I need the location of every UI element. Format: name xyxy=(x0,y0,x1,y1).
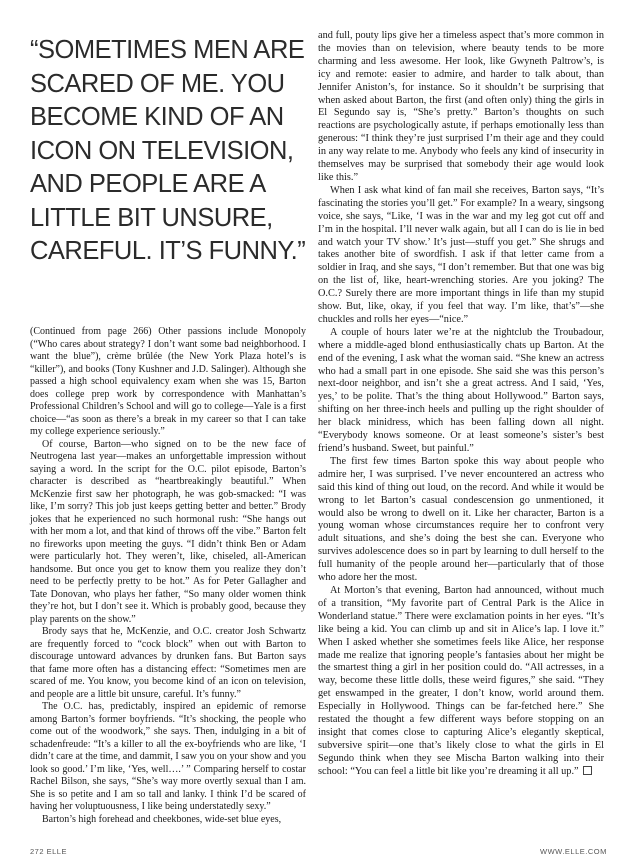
paragraph-text: At Morton’s that evening, Barton had announced, without much of a transition, “My favorite part of Central Park is the Alice in Wonderland statue.” There were exclamation points in her eyes. “It’s like being a kid. You can climb up and sit in Alice’s lap. I love it.” When I asked whether she sometimes feels like Alice, her response made me realize that ignoring people’s fantasies about her might be the smartest thing a girl in her position could do. “All actresses, in a way, become these little dolls, these weird figures,” she said. “They get enswamped in the greater, I don’t know, world around them. Especially in Hollywood. Things can be far-fetched here.” She restated the thought a few different ways before stopping on an insight that comes close to capturing Alice’s elegantly skeptical, subversive spirit—one that’s likely close to what the girls in El Segundo think when they see Mischa Barton walking into their school: “You can feel a little bit like you’re dreaming it all up.” xyxy=(318,584,604,777)
website-url: WWW.ELLE.COM xyxy=(540,847,607,856)
paragraph: A couple of hours later we’re at the nightclub the Troubadour, where a middle-aged blond enthusiastically chats up Barton. At the end of the evening, I ask what the woman said. “She knew an actress who had a small part in one episode. She said she was this person’s next-door neighbor, and isn’t she a great actress. And I said, ‘Yes, yes,’ to be polite. That’s the thing about Hollywood.” Barton says, shifting on her three-inch heels and pulling up the right shoulder of her black minidress, which has been falling down all night. “Everybody knows someone. Or at least someone’s sister’s best friend’s husband. Sweet, but painful.” xyxy=(318,326,604,454)
paragraph: The first few times Barton spoke this way about people who admire her, I was surprised. I’ve never encountered an actress who said this kind of thing out loud, on the record. And while it would be wrong to let Barton’s casual condescension go unmentioned, it would also be wrong to dwell on it. Like her character, Barton is a young woman whose circumstances require her to confront very adult situations, and she’s doing the best she can. Everyone who survives adolescence does so in part by learning to dull herself to the full humanity of the people around her—particularly that of those who adore her the most. xyxy=(318,455,604,584)
end-mark-icon xyxy=(583,766,592,775)
left-column xyxy=(30,30,306,826)
last-paragraph xyxy=(318,585,604,779)
paragraph: Of course, Barton—who signed on to be the new face of Neutrogena last year—makes an unforgettable impression without saying a word. In the script for the O.C. pilot episode, Barton’s character is described as “heartbreakingly beautiful.” When McKenzie first saw her photograph, he was gob-smacked: “I was like, I’m sorry? This job just keeps getting better and better.” Brody jokes that he experienced no such hormonal rush: “She hangs out with her mom a lot, and that kind of throws off the vibe.” Barton felt no fireworks upon meeting the guys. “I didn’t think Ben or Adam were particularly hot. They weren’t, like, chiseled, all-American handsome. But once you get to know them you realize they don’t need to be perfectly pretty to be hot.” As for Peter Gallagher and Tate Donovan, who plays her father, “So many older women think they’re hot, but I don’t see it. Which is probably good, because they play parents on the show.” xyxy=(30,438,306,625)
paragraph: (Continued from page 266) Other passions include Monopoly (“Who cares about strategy? I don’t want some bad neighborhood. I want the blue”), crème brûlée (the New York Plaza hotel’s is “killer”), and books (Tony Kushner and J.D. Salinger). Although she passed a high school equivalency exam when she was 15, Barton does college prep work by correspondence with Manhattan’s Professional Children’s School and will go to college—Yale is a first choice—“as soon as there’s a break in my career so that I can take my college experience seriously.” xyxy=(30,326,306,437)
paragraph: When I ask what kind of fan mail she receives, Barton says, “It’s fascinating the stories you’ll get.” For example? In a weary, singsong voice, she says, “Like, ‘I was in the war and my leg got cut off and I’m in the hospital. I’ll never walk again, but all I can do is lie in bed and watch your TV show.’ It’s just—stuff you get.” She shrugs and takes another bite of swordfish. I ask if that letter came from a soldier in Iraq, and she says, “I don’t remember. But that one was big on the list of, like, heart-wrenching stories. Are you joking? The O.C.? Surely there are more important things in life than my stupid show. But, like, okay, if you feel that way. I’m like, that’s”—she chuckles and rolls her eyes—“nice.” xyxy=(318,184,604,325)
right-body-text xyxy=(318,30,604,779)
page-folio: 272 ELLE xyxy=(30,847,67,856)
paragraph: Barton’s high forehead and cheekbones, wide-set blue eyes, xyxy=(42,813,282,825)
pull-quote: “SOMETIMES MEN ARE SCARED OF ME. YOU BECOME KIND OF AN ICON ON TELEVISION, AND PEOPLE ARE A LITTLE BIT UNSURE, CAREFUL. IT’S FUNNY.” xyxy=(30,36,306,265)
paragraph: Brody says that he, McKenzie, and O.C. creator Josh Schwartz are frequently forced to “cock block” when out with Barton to discourage untoward advances by drunken fans. But Barton says that fame more often has a distancing effect: “Sometimes men are scared of me. You know, you become kind of an icon on television, and people are a little bit unsure, careful. It’s funny.” xyxy=(30,626,306,700)
right-column xyxy=(318,30,604,779)
left-body-text xyxy=(30,326,306,826)
paragraph: and full, pouty lips give her a timeless aspect that’s more common in the movies than on television, where beauty tends to be more charming and less awesome. Her look, like Gwyneth Paltrow’s, is icy and remote: easier to admire, and harder to talk about, than Jennifer Aniston’s, for instance. So it shouldn’t be surprising that when asked about Barton, the first (and often only) thing the girls in El Segundo say is, “She’s pretty.” Barton’s thoughts on such reactions are psychologically astute, if perhaps emotionally less than generous: “I think they’re just surprised I’m their age and they could in any way relate to me. Anybody who feels any kind of insecurity in themselves may be surprised that somebody their age would look like this.” xyxy=(318,30,604,183)
paragraph: The O.C. has, predictably, inspired an epidemic of remorse among Barton’s former boyfriends. “It’s shocking, the people who come out of the woodwork,” she says. Then, indulging in a bit of schadenfreude: “It’s a killer to all the ex-boyfriends who are like, ‘I didn’t care at the time, and dammit, I saw you on your show and you look so good.’ I’m like, ‘Yes, well….’ ” Comparing herself to costar Rachel Bilson, she says, “She’s way more overtly sexual than I am. She is so petite and I am so tall and lanky. I think I’d be scared of having her voluptuousness, I like being understatedly sexy.” xyxy=(30,701,306,812)
